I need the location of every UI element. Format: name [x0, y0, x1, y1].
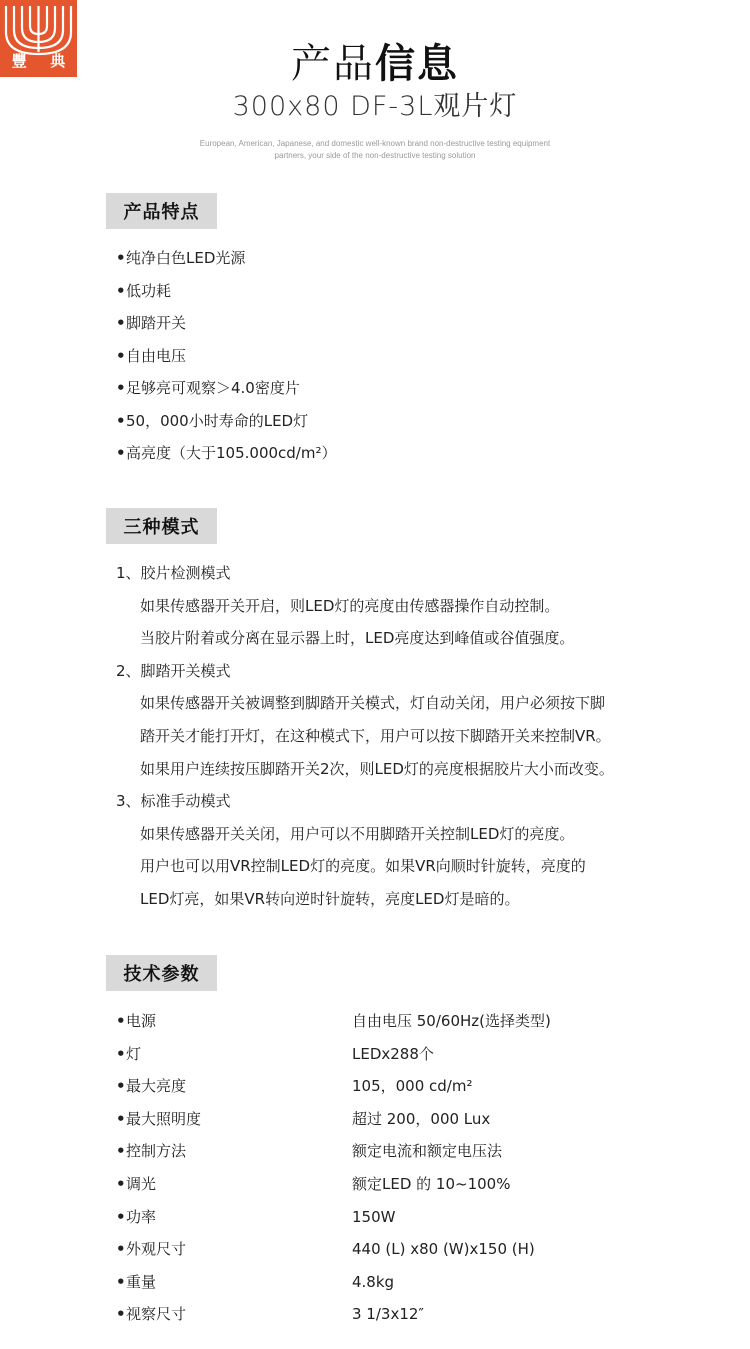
table-row: [116, 1298, 551, 1331]
table-row: [116, 1168, 551, 1201]
mode-description: LED灯亮，如果VR转向逆时针旋转，亮度LED灯是暗的。: [140, 889, 520, 908]
spec-value: LEDx288个: [352, 1044, 434, 1063]
english-tagline-line: European, American, Japanese, and domestic well-known brand non-destructive testing equipment: [199, 139, 551, 148]
bullet: •: [116, 281, 126, 300]
table-row: [116, 1233, 551, 1266]
table-row: [116, 1201, 551, 1234]
spec-label-text: 功率: [126, 1207, 157, 1226]
mode-description: 踏开关才能打开灯，在这种模式下，用户可以按下脚踏开关来控制VR。: [140, 726, 611, 745]
feature-text: 低功耗: [126, 281, 172, 300]
table-row: [116, 1070, 551, 1103]
mode-description: 当胶片附着或分离在显示器上时，LED亮度达到峰值或谷值强度。: [140, 629, 575, 648]
spec-label: [116, 1103, 352, 1136]
feature-text: 50，000小时寿命的LED灯: [126, 411, 309, 430]
modes-heading: 三种模式: [106, 508, 217, 544]
spec-label: [116, 1038, 352, 1071]
english-tagline: [0, 138, 750, 162]
table-row: [116, 1103, 551, 1136]
bullet: •: [116, 1305, 126, 1324]
spec-label-text: 灯: [126, 1044, 142, 1063]
spec-value: 3 1/3x12″: [352, 1305, 425, 1324]
bullet: •: [116, 411, 126, 430]
spec-label: [116, 1135, 352, 1168]
spec-label: [116, 1168, 352, 1201]
spec-value: 超过 200，000 Lux: [352, 1109, 491, 1128]
mode-description: 如果传感器开关被调整到脚踏开关模式，灯自动关闭，用户必须按下脚: [140, 694, 606, 713]
table-row: [116, 1266, 551, 1299]
spec-value: 额定电流和额定电压法: [352, 1142, 503, 1161]
table-row: [116, 1038, 551, 1071]
mode-description: 如果传感器开关开启，则LED灯的亮度由传感器操作自动控制。: [140, 596, 560, 615]
spec-value: 105，000 cd/m²: [352, 1077, 473, 1096]
title-bold: 信息: [375, 41, 459, 87]
spec-label: [116, 1266, 352, 1299]
mode-description: 用户也可以用VR控制LED灯的亮度。如果VR向顺时针旋转，亮度的: [140, 857, 586, 876]
logo-char: 典: [50, 52, 66, 70]
spec-label-text: 控制方法: [126, 1142, 187, 1161]
bullet: •: [116, 1240, 126, 1259]
spec-value: 4.8kg: [352, 1272, 395, 1291]
bullet: •: [116, 379, 126, 397]
feature-text: 高亮度（大于105.000cd/m²）: [126, 444, 337, 462]
feature-text: 自由电压: [126, 346, 187, 365]
english-tagline-line: partners, your side of the non-destructive testing solution: [274, 151, 476, 160]
bullet: •: [116, 1012, 126, 1030]
bullet: •: [116, 1207, 126, 1226]
mode-title: 1、胶片检测模式: [116, 564, 231, 582]
bullet: •: [116, 314, 126, 332]
feature-text: 足够亮可观察＞4.0密度片: [126, 379, 300, 397]
spec-label: [116, 1201, 352, 1234]
list-item: [116, 372, 336, 405]
features-heading: 产品特点: [106, 193, 217, 229]
spec-label: [116, 1298, 352, 1331]
spec-label: [116, 1233, 352, 1266]
bullet: •: [116, 1272, 126, 1291]
page-header: [0, 38, 750, 162]
spec-label-text: 电源: [126, 1012, 157, 1030]
spec-label: [116, 1005, 352, 1038]
list-item: [116, 307, 336, 340]
bullet: •: [116, 1044, 126, 1063]
spec-label-text: 外观尺寸: [126, 1240, 187, 1259]
list-item: [116, 340, 336, 373]
title-thin: 产品: [291, 41, 375, 87]
bullet: •: [116, 1077, 126, 1096]
feature-text: 纯净白色LED光源: [126, 249, 246, 267]
mode-title: 2、脚踏开关模式: [116, 661, 231, 680]
spec-label-text: 重量: [126, 1272, 157, 1291]
bullet: •: [116, 1142, 126, 1161]
product-name: 300x80 DF-3L观片灯: [232, 91, 518, 122]
bullet: •: [116, 346, 126, 365]
specs-heading: 技术参数: [106, 955, 217, 991]
spec-label-text: 最大亮度: [126, 1077, 187, 1096]
table-row: [116, 1135, 551, 1168]
feature-text: 脚踏开关: [126, 314, 187, 332]
list-item: [116, 405, 336, 438]
spec-label-text: 视察尺寸: [126, 1305, 187, 1324]
logo-char: 豐: [11, 52, 27, 70]
specs-table: [116, 1005, 551, 1331]
bullet: •: [116, 249, 126, 267]
features-list: [116, 242, 336, 470]
page-title: [0, 38, 750, 90]
spec-value: 150W: [352, 1207, 396, 1226]
bullet: •: [116, 1174, 126, 1193]
mode-description: 如果用户连续按压脚踏开关2次，则LED灯的亮度根据胶片大小而改变。: [140, 759, 614, 778]
spec-value: 额定LED 的 10~100%: [352, 1174, 511, 1193]
spec-value: 440 (L) x80 (W)x150 (H): [352, 1240, 535, 1259]
spec-value: 自由电压 50/60Hz(选择类型): [352, 1012, 551, 1030]
bullet: •: [116, 444, 126, 462]
mode-description: 如果传感器开关关闭，用户可以不用脚踏开关控制LED灯的亮度。: [140, 824, 575, 843]
mode-title: 3、标准手动模式: [116, 792, 231, 811]
list-item: [116, 275, 336, 308]
modes-list: [116, 557, 614, 916]
spec-label-text: 调光: [126, 1174, 157, 1193]
list-item: [116, 242, 336, 275]
bullet: •: [116, 1109, 126, 1128]
spec-label-text: 最大照明度: [126, 1109, 202, 1128]
spec-label: [116, 1070, 352, 1103]
list-item: [116, 437, 336, 470]
table-row: [116, 1005, 551, 1038]
